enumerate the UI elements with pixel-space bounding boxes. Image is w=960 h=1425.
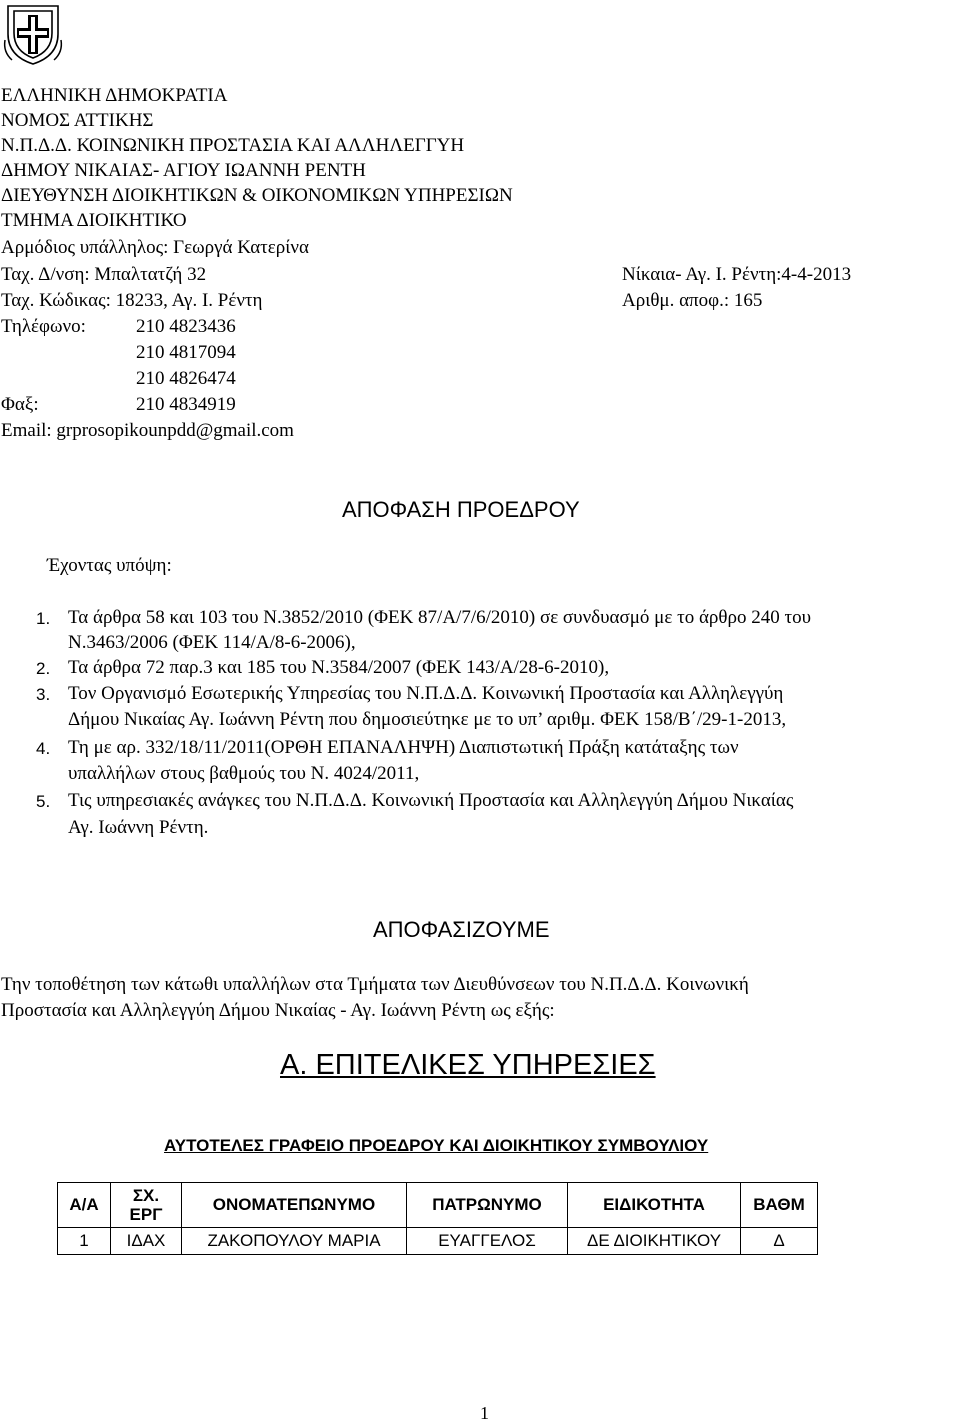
page-number: 1 [480,1403,489,1423]
table-cell: Δ [741,1228,818,1255]
list-item-line: Δήμου Νικαίας Αγ. Ιωάννη Ρέντη που δημοσιεύτηκε με το υπ’ αριθμ. ΦΕΚ 158/Β΄/29-1-2013, [68,709,787,730]
column-header: ΣΧ. ΕΡΓ [111,1183,182,1228]
list-item-line: Τα άρθρα 58 και 103 του Ν.3852/2010 (ΦΕΚ 87/Α/7/6/2010) σε συνδυασμό με το άρθρο 240 του [68,607,812,628]
header-line: Ν.Π.Δ.Δ. ΚΟΙΝΩΝΙΚΗ ΠΡΟΣΤΑΣΙΑ ΚΑΙ ΑΛΛΗΛΕΓΓΥΗ [1,135,465,156]
fax-label: Φαξ: [1,394,39,415]
phone-number: 210 4823436 [136,316,236,337]
address: Ταχ. Δ/νση: Μπαλτατζή 32 [1,264,207,285]
list-item-line: Τη με αρ. 332/18/11/2011(ΟΡΘΗ ΕΠΑΝΑΛΗΨΗ) Διαπιστωτική Πράξη κατάταξης των [68,737,739,758]
header-line: ΤΜΗΜΑ ΔΙΟΙΚΗΤΙΚΟ [1,210,187,231]
table-cell: ΔΕ ΔΙΟΙΚΗΤΙΚΟΥ [568,1228,741,1255]
header-line: Αρμόδιος υπάλληλος: Γεωργά Κατερίνα [1,237,309,258]
column-header: ΒΑΘΜ [741,1183,818,1228]
column-header: Α/Α [58,1183,111,1228]
table-cell: ΖΑΚΟΠΟΥΛΟΥ ΜΑΡΙΑ [182,1228,407,1255]
table-header-row [58,1183,818,1228]
postcode: Ταχ. Κώδικας: 18233, Αγ. Ι. Ρέντη [1,290,263,311]
place-date: Νίκαια- Αγ. Ι. Ρέντη:4-4-2013 [622,264,852,285]
list-item-number: 3. [36,685,51,704]
table-cell: 1 [58,1228,111,1255]
section-subtitle: ΑΥΤΟΤΕΛΕΣ ΓΡΑΦΕΙΟ ΠΡΟΕΔΡΟΥ ΚΑΙ ΔΙΟΙΚΗΤΙΚΟΥ ΣΥΜΒΟΥΛΙΟΥ [164,1136,709,1155]
list-item-number: 5. [36,792,51,811]
list-item-number: 2. [36,659,51,678]
considering-label: Έχοντας υπόψη: [47,555,172,576]
email: Email: grprosopikounpdd@gmail.com [1,420,294,441]
phone-label: Τηλέφωνο: [1,316,86,337]
decide-title: ΑΠΟΦΑΣΙΖΟΥΜΕ [373,917,550,942]
header-line: ΔΙΕΥΘΥΝΣΗ ΔΙΟΙΚΗΤΙΚΩΝ & ΟΙΚΟΝΟΜΙΚΩΝ ΥΠΗΡΕΣΙΩΝ [1,185,513,206]
list-item-line: υπαλλήλων στους βαθμούς του Ν. 4024/2011, [68,763,420,784]
fax-number: 210 4834919 [136,394,236,415]
decision-number: Αριθμ. αποφ.: 165 [622,290,763,311]
table-cell: ΙΔΑΧ [111,1228,182,1255]
table-row [58,1228,818,1255]
column-header: ΕΙΔΙΚΟΤΗΤΑ [568,1183,741,1228]
header-line: ΝΟΜΟΣ ΑΤΤΙΚΗΣ [1,110,154,131]
section-title: Α. ΕΠΙΤΕΛΙΚΕΣ ΥΠΗΡΕΣΙΕΣ [280,1049,656,1081]
phone-number: 210 4826474 [136,368,236,389]
column-header: ΟΝΟΜΑΤΕΠΩΝΥΜΟ [182,1183,407,1228]
decide-text-line: Προστασία και Αλληλεγγύη Δήμου Νικαίας - Αγ. Ιωάννη Ρέντη ως εξής: [1,1000,555,1021]
list-item-line: Ν.3463/2006 (ΦΕΚ 114/Α/8-6-2006), [68,632,356,653]
list-item-line: Τον Οργανισμό Εσωτερικής Υπηρεσίας του Ν.Π.Δ.Δ. Κοινωνική Προστασία και Αλληλεγγύη [68,683,784,704]
header-line: ΔΗΜΟΥ ΝΙΚΑΙΑΣ- ΑΓΙΟΥ ΙΩΑΝΝΗ ΡΕΝΤΗ [1,160,366,181]
list-item-line: Αγ. Ιωάννη Ρέντη. [68,817,209,838]
greek-emblem-icon [2,0,64,66]
list-item-line: Τα άρθρα 72 παρ.3 και 185 του Ν.3584/2007 (ΦΕΚ 143/Α/28-6-2010), [68,657,610,678]
phone-number: 210 4817094 [136,342,236,363]
list-item-number: 4. [36,739,51,758]
column-header: ΠΑΤΡΩΝΥΜΟ [407,1183,568,1228]
list-item-line: Τις υπηρεσιακές ανάγκες του Ν.Π.Δ.Δ. Κοινωνική Προστασία και Αλληλεγγύη Δήμου Νικαίας [68,790,794,811]
decide-text-line: Την τοποθέτηση των κάτωθι υπαλλήλων στα Τμήματα των Διευθύνσεων του Ν.Π.Δ.Δ. Κοινωνική [1,974,749,995]
table-cell: ΕΥΑΓΓΕΛΟΣ [407,1228,568,1255]
list-item-number: 1. [36,609,51,628]
staff-table [57,1182,818,1255]
decision-title: ΑΠΟΦΑΣΗ ΠΡΟΕΔΡΟΥ [342,497,580,522]
header-line: ΕΛΛΗΝΙΚΗ ΔΗΜΟΚΡΑΤΙΑ [1,85,228,106]
